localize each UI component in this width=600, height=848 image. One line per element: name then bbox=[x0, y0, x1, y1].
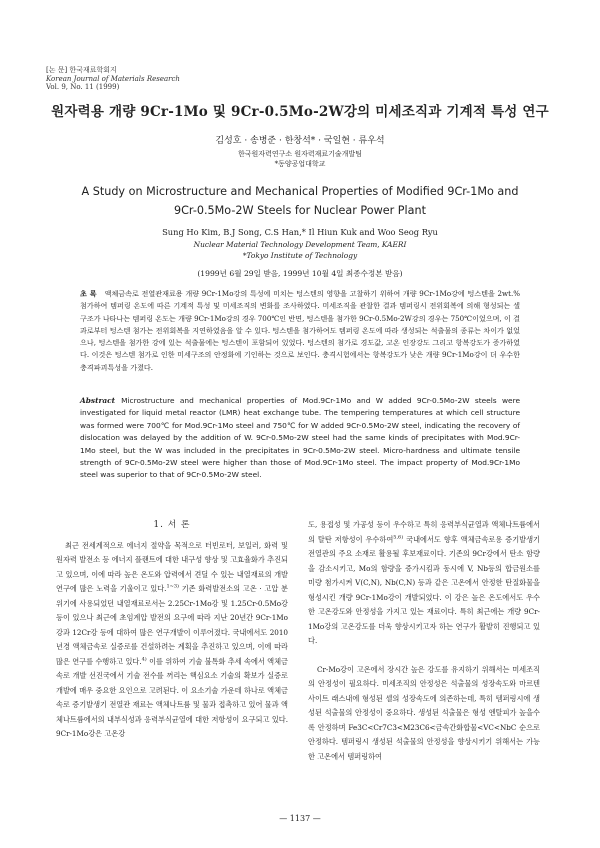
body-text: 기존 화력발전소의 고온 · 고압 분위기에 사용되었던 내열재료로서는 2.25Cr-1Mo강 및 1.25Cr-0.5Mo강 등이 있으나 최근에 초임계압 발전의 요구에 따라 지난 20년간 9Cr-1Mo강과 12Cr강 등에 대하여 많은 연구개발이 이루어졌다. 국내에서도 2010년경 액체금속로 실증로를 건설하려는 계획을 추진하고 있으며, 이에 따라 많은 연구를 수행하고 있다. bbox=[56, 584, 288, 666]
abstract-english-text: Microstructure and mechanical properties of Mod.9Cr-1Mo and W added 9Cr-0.5Mo-2W steels were investigated for liquid metal reactor (LMR) heat exchange tube. The tempering temperatures at which cell structure was formed were 700℃ for Mod.9Cr-1Mo steel and 750℃ for W added 9Cr-0.5Mo-2W steel, indicating the recovery of dislocation was delayed by the addition of W. 9Cr-0.5Mo-2W steel had the same kinds of precipitates with Mod.9Cr-1Mo steel, but the W was included in the precipitates in 9Cr-0.5Mo-2W steel. Micro-hardness and ultimate tensile strength of 9Cr-0.5Mo-2W steel were higher than those of Mod.9Cr-1Mo steel. The impact property of Mod.9Cr-1Mo steel was superior to that of 9Cr-0.5Mo-2W steel. bbox=[80, 396, 520, 480]
paragraph bbox=[308, 518, 540, 649]
reference-marker: 1~3) bbox=[166, 583, 179, 590]
journal-name-ko: [논 문] 한국재료학회지 bbox=[46, 66, 117, 74]
abstract-korean-label: 초 록 bbox=[80, 289, 97, 298]
title-english-line1: A Study on Microstructure and Mechanical Properties of Modified 9Cr-1Mo and bbox=[81, 185, 519, 198]
abstract-korean-text: 액체금속로 전열관재료용 개량 9Cr-1Mo강의 특성에 미치는 텅스텐의 영향을 고찰하기 위하여 개량 9Cr-1Mo강에 텅스텐을 2wt.% 첨가하여 템퍼링 온도에 따른 기계적 특성 및 미세조직의 변화를 조사하였다. 미세조직을 관찰한 결과 템퍼링시 전위회복에 의해 형성되는 셀 구조가 나타나는 템퍼링 온도는 개량 9Cr-1Mo강의 경우 700℃인 반면, 텅스텐을 첨가한 9Cr-0.5Mo-2W강의 경우는 750℃이었으며, 이 결과로부터 텅스텐 첨가는 전위회복을 지연하였음을 알 수 있다. 텅스텐을 첨가하여도 템퍼링 온도에 따라 생성되는 석출물의 종류는 차이가 없었으나, 텅스텐을 첨가한 강에 있는 석출물에는 텅스텐이 포함되어 있었다. 텅스텐의 첨가로 경도값, 고온 인장강도 그리고 항복강도가 증가하였다. 이것은 텅스텐 첨가로 인한 미세구조의 안정화에 기인하는 것으로 보인다. 충격시험에서는 항복강도가 낮은 개량 9Cr-1Mo강이 더 우수한 충격파괴특성을 가졌다. bbox=[80, 289, 520, 372]
affiliation-korean-1: 한국원자력연구소 원자력재료기술개발팀 bbox=[238, 150, 362, 158]
affiliation-korean-2: *동양공업대학교 bbox=[274, 160, 326, 168]
paragraph bbox=[308, 663, 540, 765]
authors-korean: 김성호 · 송병준 · 한창석* · 국일현 · 류우석 bbox=[215, 136, 385, 146]
journal-volume: Vol. 9, No. 11 (1999) bbox=[46, 83, 120, 92]
paragraph bbox=[56, 539, 288, 742]
body-text: 국내에서도 향후 액체금속로용 증기발생기 전열관의 주요 소재로 활용될 후보재료이다. 기존의 9Cr강에서 탄소 함량을 감소시키고, Mo의 함량을 증가시킴과 동시에 V, Nb등의 합금원소를 미량 첨가시켜 V(C,N), Nb(C,N) 등과 같은 고온에서 안정한 탄질화물을 형성시킨 개량 9Cr-1Mo강이 개발되었다. 이 강은 높은 온도에서도 우수한 고온강도와 안정성을 가지고 있는 재료이다. 특히 최근에는 개량 9Cr-1Mo강의 고온강도를 더욱 향상시키고자 하는 연구가 활발히 진행되고 있다. bbox=[308, 534, 540, 645]
affiliation-english-2: *Tokyo Institute of Technology bbox=[242, 250, 358, 260]
body-text: 최근 전세계적으로 에너지 절약을 목적으로 터빈로터, 보일러, 화력 및 원자력 발전소 등 에너지 플랜트에 대한 내구성 향상 및 고효율화가 추진되고 있으며, 이에 따라 높은 온도와 압력에서 견딜 수 있는 내열재료의 개발 연구에 많은 노력을 기울이고 있다. bbox=[56, 540, 288, 593]
abstract-english bbox=[80, 395, 520, 482]
abstract-korean bbox=[80, 288, 520, 374]
title-korean: 원자력용 개량 9Cr-1Mo 및 9Cr-0.5Mo-2W강의 미세조직과 기계적 특성 연구 bbox=[51, 104, 549, 120]
received-dates: (1999년 6월 29일 받음, 1999년 10월 4일 최종수정본 받음) bbox=[197, 269, 403, 278]
body-column-left bbox=[56, 518, 288, 742]
section-title-introduction: 1. 서 론 bbox=[153, 520, 191, 530]
title-english bbox=[0, 182, 600, 220]
journal-header bbox=[46, 66, 180, 92]
title-english-line2: 9Cr-0.5Mo-2W Steels for Nuclear Power Plant bbox=[174, 204, 426, 217]
affiliation-english bbox=[0, 240, 600, 261]
body-text: Cr-Mo강이 고온에서 장시간 높은 강도를 유지하기 위해서는 미세조직의 안정성이 필요하다. 미세조직의 안정성은 석출물의 성장속도와 마르텐사이트 래스내에 형성된 셀의 성장속도에 의존하는데, 특히 템퍼링시에 생성된 석출물의 안정성이 중요하다. 생성된 석출물은 형성 엔탈피가 높을수록 안정하며 Fe3C<Cr7C3<M23C6<금속간화합물<VC<NbC 순으로 안정하다. 템퍼링시 생성된 석출물의 안정성을 향상시키기 위해서는 가능한 고온에서 템퍼링하여 bbox=[308, 664, 540, 761]
affiliation-korean bbox=[0, 149, 600, 169]
reference-marker: 4) bbox=[141, 656, 147, 663]
abstract-english-label: Abstract bbox=[80, 396, 116, 405]
journal-name-en: Korean Journal of Materials Research bbox=[46, 74, 180, 83]
affiliation-english-1: Nuclear Material Technology Development Team, KAERI bbox=[193, 240, 407, 249]
reference-marker: 5,6) bbox=[393, 534, 404, 541]
body-text: 도, 용접성 및 가공성 등이 우수하고 특히 응력부식균열과 액체나트륨에서의 탈탄 저항성이 우수하여 bbox=[308, 520, 540, 544]
body-column-right bbox=[308, 518, 540, 764]
authors-english: Sung Ho Kim, B.J Song, C.S Han,* Il Hiun Kuk and Woo Seog Ryu bbox=[162, 227, 438, 237]
body-text: 이를 위하여 기술 불톡화 추세 속에서 액체금속로 개발 선진국에서 기술 전수를 꺼리는 핵심요소 기술의 확보가 실증로 개발에 매우 중요한 요인으로 고려된다. 이 요소기술 가운데 하나로 액체금속로 증기발생기 전열관 재료는 액체나트륨 및 물과 접촉하고 있어 물과 액체나트륨에서의 내부식성과 응력부식균열에 대한 저항성이 요구되고 있다. 9Cr-1Mo강은 고온강 bbox=[56, 656, 288, 738]
page-number: — 1137 — bbox=[279, 814, 321, 823]
